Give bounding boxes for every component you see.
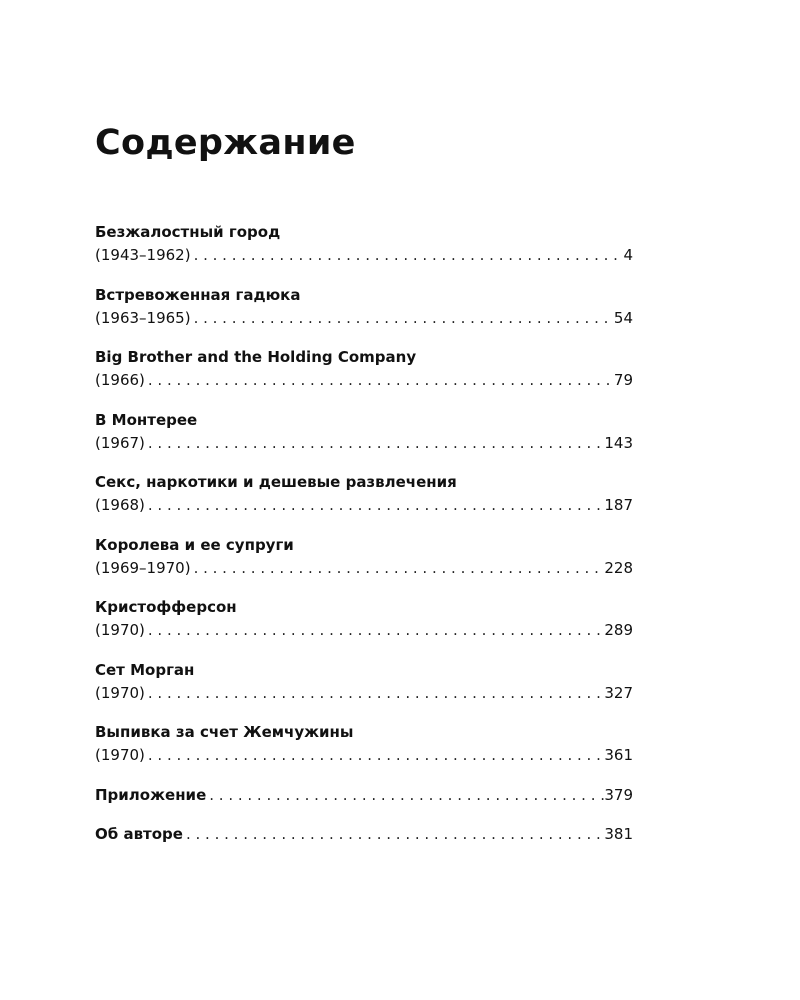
toc-entry-line [95, 823, 633, 846]
toc-entry-years: (1969–1970) [95, 558, 191, 577]
toc-entry-line [95, 244, 633, 267]
toc-entry-heading: Выпивка за счет Жемчужины [95, 723, 354, 741]
dot-leader [145, 619, 604, 642]
dot-leader [145, 744, 604, 767]
toc-entry-line [95, 557, 633, 580]
toc-entry-page: 289 [604, 621, 633, 639]
toc-entry-years: (1943–1962) [95, 246, 191, 264]
toc-entry-line [95, 307, 633, 330]
toc-entry[interactable] [95, 409, 633, 472]
toc-entry-years: (1966) [95, 371, 145, 389]
toc-entry-page: 54 [613, 308, 633, 327]
toc-entry-page: 79 [613, 371, 633, 389]
dot-leader [145, 369, 614, 392]
toc-entry-appendix[interactable] [95, 784, 633, 824]
toc-entry-label: Приложение [95, 785, 207, 804]
toc-entry-page: 381 [604, 825, 633, 843]
dot-leader [191, 307, 614, 330]
page-title: Содержание [95, 123, 356, 163]
toc-entry-heading: Королева и ее супруги [95, 535, 294, 554]
toc-entry-years: (1967) [95, 433, 145, 452]
toc-entry-page: 379 [604, 785, 633, 804]
toc-entry[interactable] [95, 284, 633, 347]
dot-leader [145, 432, 604, 455]
toc-entry-page: 361 [604, 746, 633, 764]
toc-entry-heading: Big Brother and the Holding Company [95, 348, 417, 366]
toc-entry-page: 327 [604, 683, 633, 702]
toc-entry-page: 228 [604, 558, 633, 577]
toc-entry-heading: Кристофферсон [95, 598, 237, 616]
toc-entry[interactable] [95, 346, 633, 409]
dot-leader [191, 557, 605, 580]
toc-entry-line [95, 682, 633, 705]
dot-leader [206, 784, 604, 807]
toc-entry-line [95, 744, 633, 767]
toc-entry-heading: Встревоженная гадюка [95, 285, 301, 304]
toc-entry[interactable] [95, 596, 633, 659]
toc-entry-page: 187 [604, 496, 633, 514]
dot-leader [191, 244, 624, 267]
toc-entry-heading: Сет Морган [95, 660, 195, 679]
toc-entry[interactable] [95, 721, 633, 784]
toc-entry-label: Об авторе [95, 825, 183, 843]
toc-entry-years: (1970) [95, 683, 145, 702]
dot-leader [183, 823, 604, 846]
toc-entry-page: 143 [604, 433, 633, 452]
toc-entry-heading: Безжалостный город [95, 223, 281, 241]
toc-entry-line [95, 784, 633, 807]
toc-entry-line [95, 432, 633, 455]
toc-entry-years: (1970) [95, 746, 145, 764]
toc-entry-line [95, 619, 633, 642]
toc-entry-line [95, 494, 633, 517]
toc-entry-about-author[interactable] [95, 823, 633, 863]
toc-entry[interactable] [95, 471, 633, 534]
toc-entry-heading: В Монтерее [95, 410, 198, 429]
dot-leader [145, 682, 604, 705]
toc-entry-line [95, 369, 633, 392]
table-of-contents [95, 221, 633, 863]
toc-entry-years: (1970) [95, 621, 145, 639]
toc-entry-years: (1963–1965) [95, 308, 191, 327]
toc-entry-page: 4 [623, 246, 633, 264]
toc-entry-heading: Секс, наркотики и дешевые развлечения [95, 473, 457, 491]
toc-entry[interactable] [95, 221, 633, 284]
toc-entry[interactable] [95, 534, 633, 597]
dot-leader [145, 494, 604, 517]
toc-entry[interactable] [95, 659, 633, 722]
toc-entry-years: (1968) [95, 496, 145, 514]
